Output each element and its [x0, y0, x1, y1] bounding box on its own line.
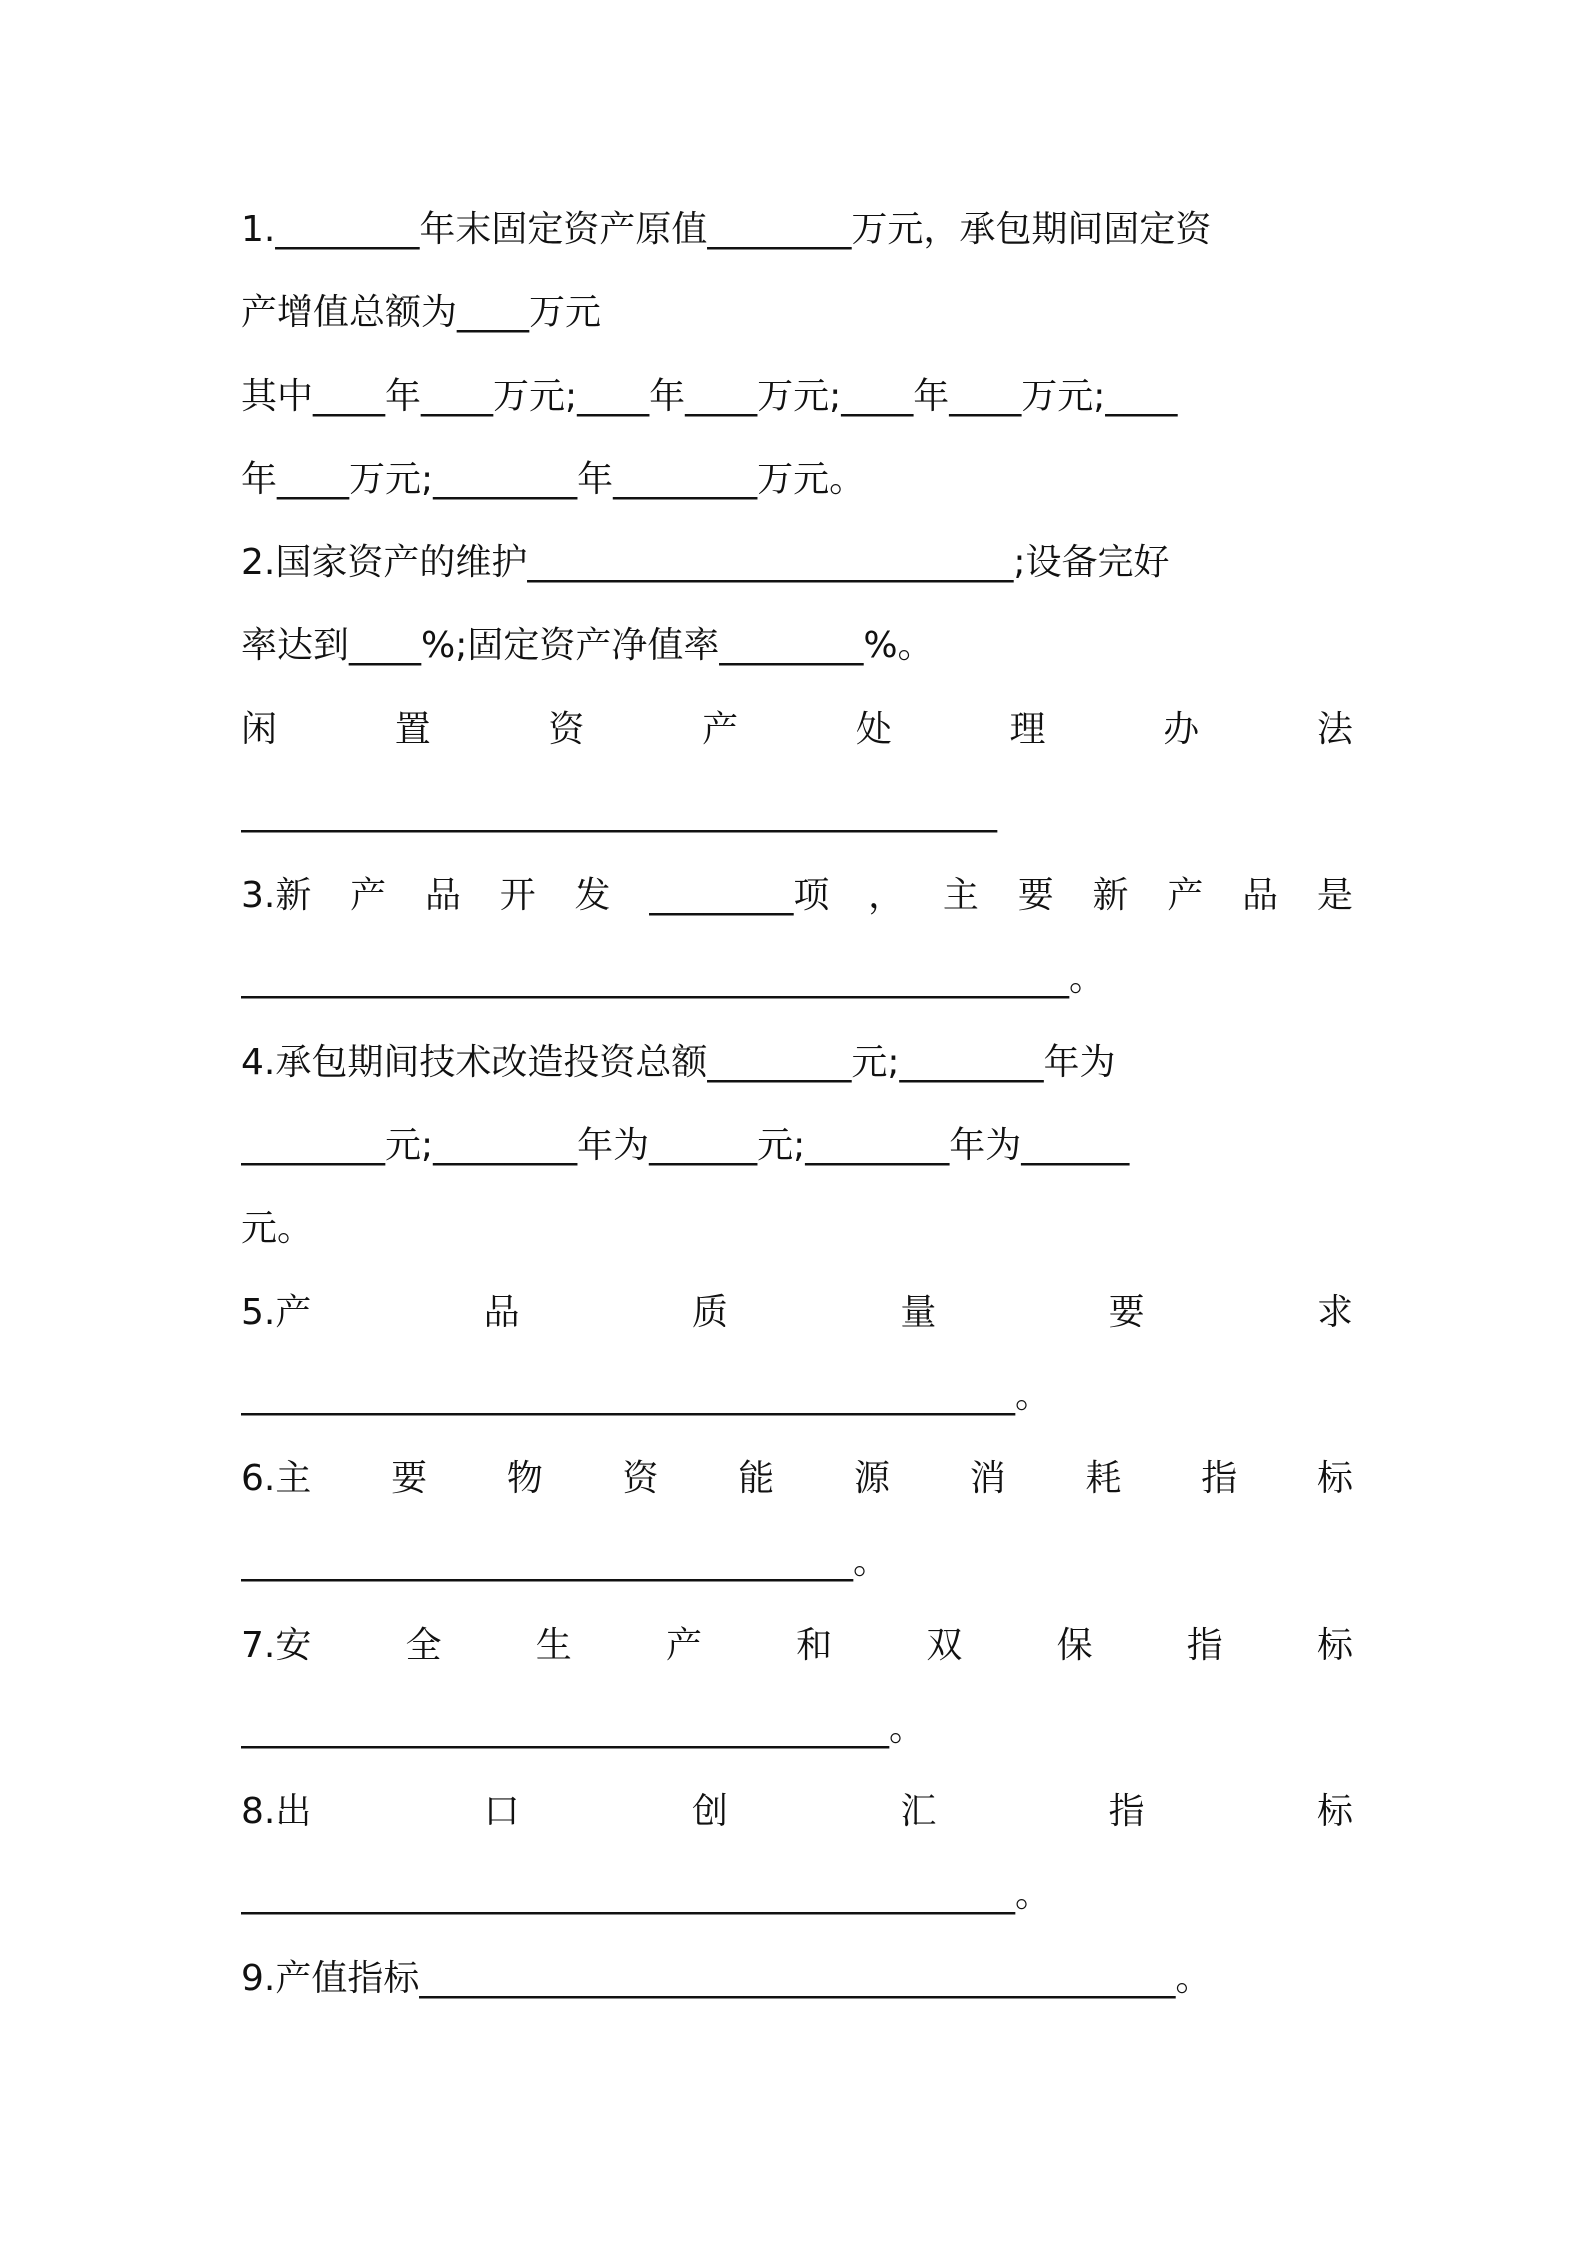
char-2: 品 — [483, 1292, 520, 1333]
segment-4: 开 — [499, 875, 536, 916]
char-8: 耗 — [1085, 1458, 1122, 1499]
text-line-19: ____________________________________。 — [241, 1708, 925, 1749]
char-6: 双 — [926, 1625, 963, 1666]
char-2: 全 — [405, 1625, 442, 1666]
char-5: 处 — [855, 709, 892, 750]
segment-11: 产 — [1167, 875, 1204, 916]
char-1: 7.安 — [241, 1625, 312, 1666]
segment-10: 新 — [1092, 875, 1129, 916]
char-4: 产 — [702, 709, 739, 750]
char-7: 保 — [1056, 1625, 1093, 1666]
char-3: 质 — [692, 1292, 729, 1333]
char-5: 要 — [1108, 1292, 1145, 1333]
text-line-10: ______________________________________________。 — [241, 958, 1105, 999]
text-line-16 — [241, 1449, 1353, 1509]
segment-2: 产 — [350, 875, 387, 916]
char-7: 办 — [1163, 709, 1200, 750]
char-5: 和 — [796, 1625, 833, 1666]
char-4: 产 — [665, 1625, 702, 1666]
segment-5: 发 — [574, 875, 611, 916]
char-3: 创 — [692, 1791, 729, 1832]
text-line-12: ________元;________年为______元;________年为______ — [241, 1125, 1130, 1166]
text-line-14 — [241, 1283, 1353, 1343]
char-7: 消 — [969, 1458, 1006, 1499]
char-6: 求 — [1316, 1292, 1353, 1333]
text-line-22: 9.产值指标__________________________________________。 — [241, 1958, 1212, 1999]
text-line-5: 2.国家资产的维护___________________________;设备完好 — [241, 542, 1170, 583]
segment-8: 主 — [942, 875, 979, 916]
char-6: 标 — [1316, 1791, 1353, 1832]
text-line-11: 4.承包期间技术改造投资总额________元;________年为 — [241, 1042, 1116, 1083]
text-line-6: 率达到____%;固定资产净值率________%。 — [241, 625, 934, 666]
segment-13: 是 — [1316, 875, 1353, 916]
char-1: 6.主 — [241, 1458, 312, 1499]
char-8: 法 — [1316, 709, 1353, 750]
char-1: 闲 — [241, 709, 278, 750]
char-2: 要 — [391, 1458, 428, 1499]
char-9: 指 — [1201, 1458, 1238, 1499]
text-line-7 — [241, 700, 1353, 760]
text-line-17: __________________________________。 — [241, 1541, 889, 1582]
char-6: 理 — [1009, 709, 1046, 750]
char-8: 指 — [1186, 1625, 1223, 1666]
char-1: 8.出 — [241, 1791, 312, 1832]
text-line-18 — [241, 1616, 1353, 1676]
text-line-4: 年____万元;________年________万元。 — [241, 459, 866, 500]
char-9: 标 — [1316, 1625, 1353, 1666]
segment-3: 品 — [424, 875, 461, 916]
char-4: 资 — [622, 1458, 659, 1499]
char-4: 汇 — [900, 1791, 937, 1832]
text-line-9 — [241, 866, 1353, 926]
text-line-8: __________________________________________ — [241, 792, 997, 833]
segment-12: 品 — [1242, 875, 1279, 916]
char-2: 置 — [394, 709, 431, 750]
char-1: 5.产 — [241, 1292, 312, 1333]
segment-6: ________项 — [649, 875, 830, 916]
char-5: 能 — [738, 1458, 775, 1499]
segment-1: 3.新 — [241, 875, 312, 916]
char-3: 物 — [506, 1458, 543, 1499]
text-line-2: 产增值总额为____万元 — [241, 292, 602, 333]
text-line-3: 其中____年____万元;____年____万元;____年____万元;____ — [241, 376, 1178, 417]
char-3: 资 — [548, 709, 585, 750]
segment-9: 要 — [1017, 875, 1054, 916]
segment-7: ， — [868, 875, 905, 916]
char-3: 生 — [535, 1625, 572, 1666]
char-5: 指 — [1108, 1791, 1145, 1832]
char-10: 标 — [1316, 1458, 1353, 1499]
text-line-1: 1.________年末固定资产原值________万元，承包期间固定资 — [241, 209, 1212, 250]
char-4: 量 — [900, 1292, 937, 1333]
text-line-21: ___________________________________________。 — [241, 1874, 1051, 1915]
text-line-20 — [241, 1782, 1353, 1842]
text-line-15: ___________________________________________。 — [241, 1375, 1051, 1416]
text-line-13: 元。 — [241, 1208, 314, 1249]
char-2: 口 — [483, 1791, 520, 1832]
char-6: 源 — [854, 1458, 891, 1499]
